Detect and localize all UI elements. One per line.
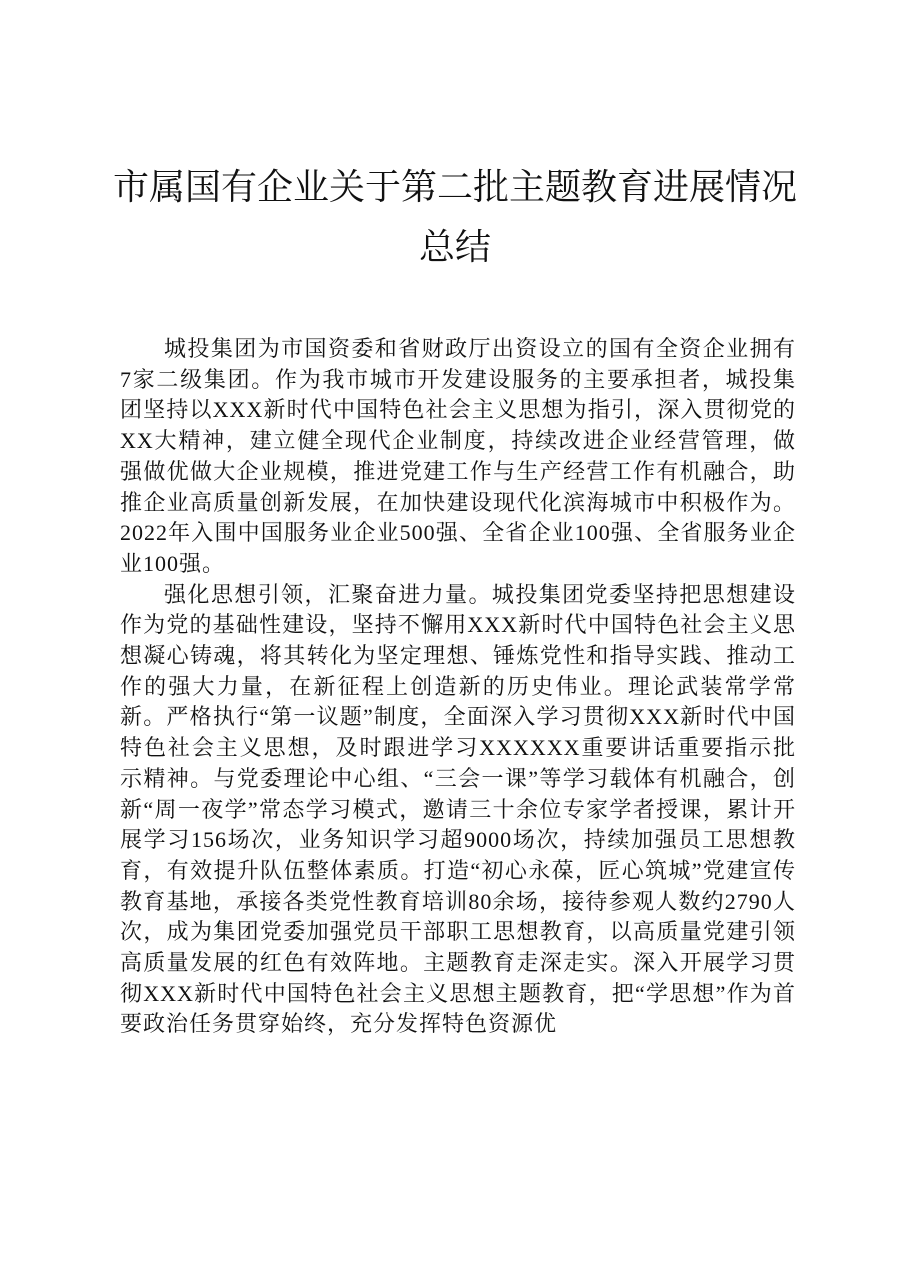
document-title: 市属国有企业关于第二批主题教育进展情况总结 bbox=[112, 167, 797, 268]
paragraph-intro: 城投集团为市国资委和省财政厅出资设立的国有全资企业拥有7家二级集团。作为我市城市开发建设服务的主要承担者，城投集团坚持以XXX新时代中国特色社会主义思想为指引，深入贯彻党的XX大精神，建立健全现代企业制度，持续改进企业经营管理，做强做优做大企业规模，推进党建工作与生产经营工作有机融合，助推企业高质量创新发展，在加快建设现代化滨海城市中积极作为。2022年入围中国服务业企业500强、全省企业100强、全省服务业企业100强。 bbox=[120, 336, 796, 576]
document-body bbox=[120, 334, 796, 1040]
paragraph-thought-guidance: 强化思想引领，汇聚奋进力量。城投集团党委坚持把思想建设作为党的基础性建设，坚持不懈用XXX新时代中国特色社会主义思想凝心铸魂，将其转化为坚定理想、锤炼党性和指导实践、推动工作的强大力量，在新征程上创造新的历史伟业。理论武装常学常新。严格执行“第一议题”制度，全面深入学习贯彻XXX新时代中国特色社会主义思想，及时跟进学习XXXXXX重要讲话重要指示批示精神。与党委理论中心组、“三会一课”等学习载体有机融合，创新“周一夜学”常态学习模式，邀请三十余位专家学者授课，累计开展学习156场次，业务知识学习超9000场次，持续加强员工思想教育，有效提升队伍整体素质。打造“初心永葆，匠心筑城”党建宣传教育基地，承接各类党性教育培训80余场，接待参观人数约2790人次，成为集团党委加强党员干部职工思想教育，以高质量党建引领高质量发展的红色有效阵地。主题教育走深走实。深入开展学习贯彻XXX新时代中国特色社会主义思想主题教育，把“学思想”作为首要政治任务贯穿始终，充分发挥特色资源优 bbox=[120, 581, 796, 1037]
